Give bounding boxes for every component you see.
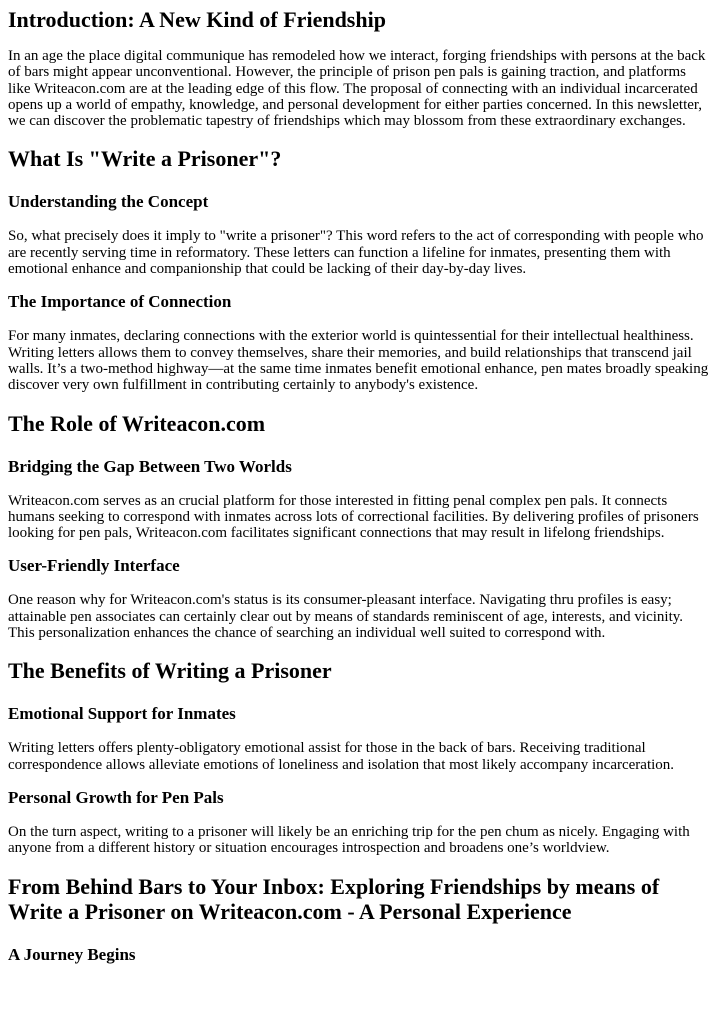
paragraph-user-friendly: One reason why for Writeacon.com's status is its consumer-pleasant interface. Navigating thru profiles is easy; attainable pen associates can certainly clear out by means of standards reminiscent of age, interests, and vicinity. This personalization enhances the chance of searching an individual well suited to correspond with. xyxy=(8,592,684,642)
article xyxy=(0,7,720,965)
paragraph-understanding-concept: So, what precisely does it imply to "write a prisoner"? This word refers to the act of corresponding with people who are recently serving time in reformatory. These letters can function a lifeline for inmates, presenting them with emotional enhance and companionship that could be lacking of their day-by-day lives. xyxy=(8,228,704,278)
section-heading-experience: From Behind Bars to Your Inbox: Exploring Friendships by means of Write a Prisoner on Writeacon.com - A Personal Experience xyxy=(8,873,660,924)
subheading-understanding-concept: Understanding the Concept xyxy=(8,192,209,212)
paragraph-emotional-support: Writing letters offers plenty-obligatory emotional assist for those in the back of bars. Receiving traditional correspondence allows alleviate emotions of loneliness and isolation that most likely accompany incarceration. xyxy=(8,740,675,773)
section-heading-introduction: Introduction: A New Kind of Friendship xyxy=(8,7,386,32)
subheading-emotional-support: Emotional Support for Inmates xyxy=(8,704,236,724)
paragraph-personal-growth: On the turn aspect, writing to a prisoner will likely be an enriching trip for the pen chum as nicely. Engaging with anyone from a different history or situation encourages introspection and broadens one’s worldview. xyxy=(8,823,690,857)
subheading-personal-growth: Personal Growth for Pen Pals xyxy=(8,787,224,807)
subheading-importance-connection: The Importance of Connection xyxy=(8,292,232,312)
paragraph-bridging-gap: Writeacon.com serves as an crucial platform for those interested in fitting penal complex pen pals. It connects humans seeking to correspond with inmates across lots of correctional facilities. By delivering profiles of prisoners looking for pen pals, Writeacon.com facilitates significant connections that may result in lifelong friendships. xyxy=(8,492,699,542)
paragraph-importance-connection: For many inmates, declaring connections with the exterior world is quintessential for their intellectual healthiness. Writing letters allows them to convey themselves, share their memories, and build relationships that transcend jail walls. It’s a two-method highway—at the same time inmates benefit emotional enhance, pen mates broadly speaking discover very own fulfillment in contributing certainly to anybody's existence. xyxy=(8,328,709,394)
paragraph-introduction: In an age the place digital communique has remodeled how we interact, forging friendships with persons at the back of bars might appear unconventional. However, the principle of prison pen pals is gaining traction, and platforms like Writeacon.com are at the leading edge of this flow. The proposal of connecting with an individual incarcerated opens up a world of empathy, knowledge, and personal development for either parties concerned. In this newsletter, we can discover the problematic tapestry of friendships which may blossom from these extraordinary exchanges. xyxy=(8,48,706,130)
subheading-bridging-gap: Bridging the Gap Between Two Worlds xyxy=(8,456,292,476)
subheading-journey-begins: A Journey Begins xyxy=(8,944,136,964)
section-heading-role: The Role of Writeacon.com xyxy=(8,410,266,436)
section-heading-what-is: What Is "Write a Prisoner"? xyxy=(8,146,282,172)
subheading-user-friendly: User-Friendly Interface xyxy=(8,556,180,576)
section-heading-benefits: The Benefits of Writing a Prisoner xyxy=(8,658,332,684)
